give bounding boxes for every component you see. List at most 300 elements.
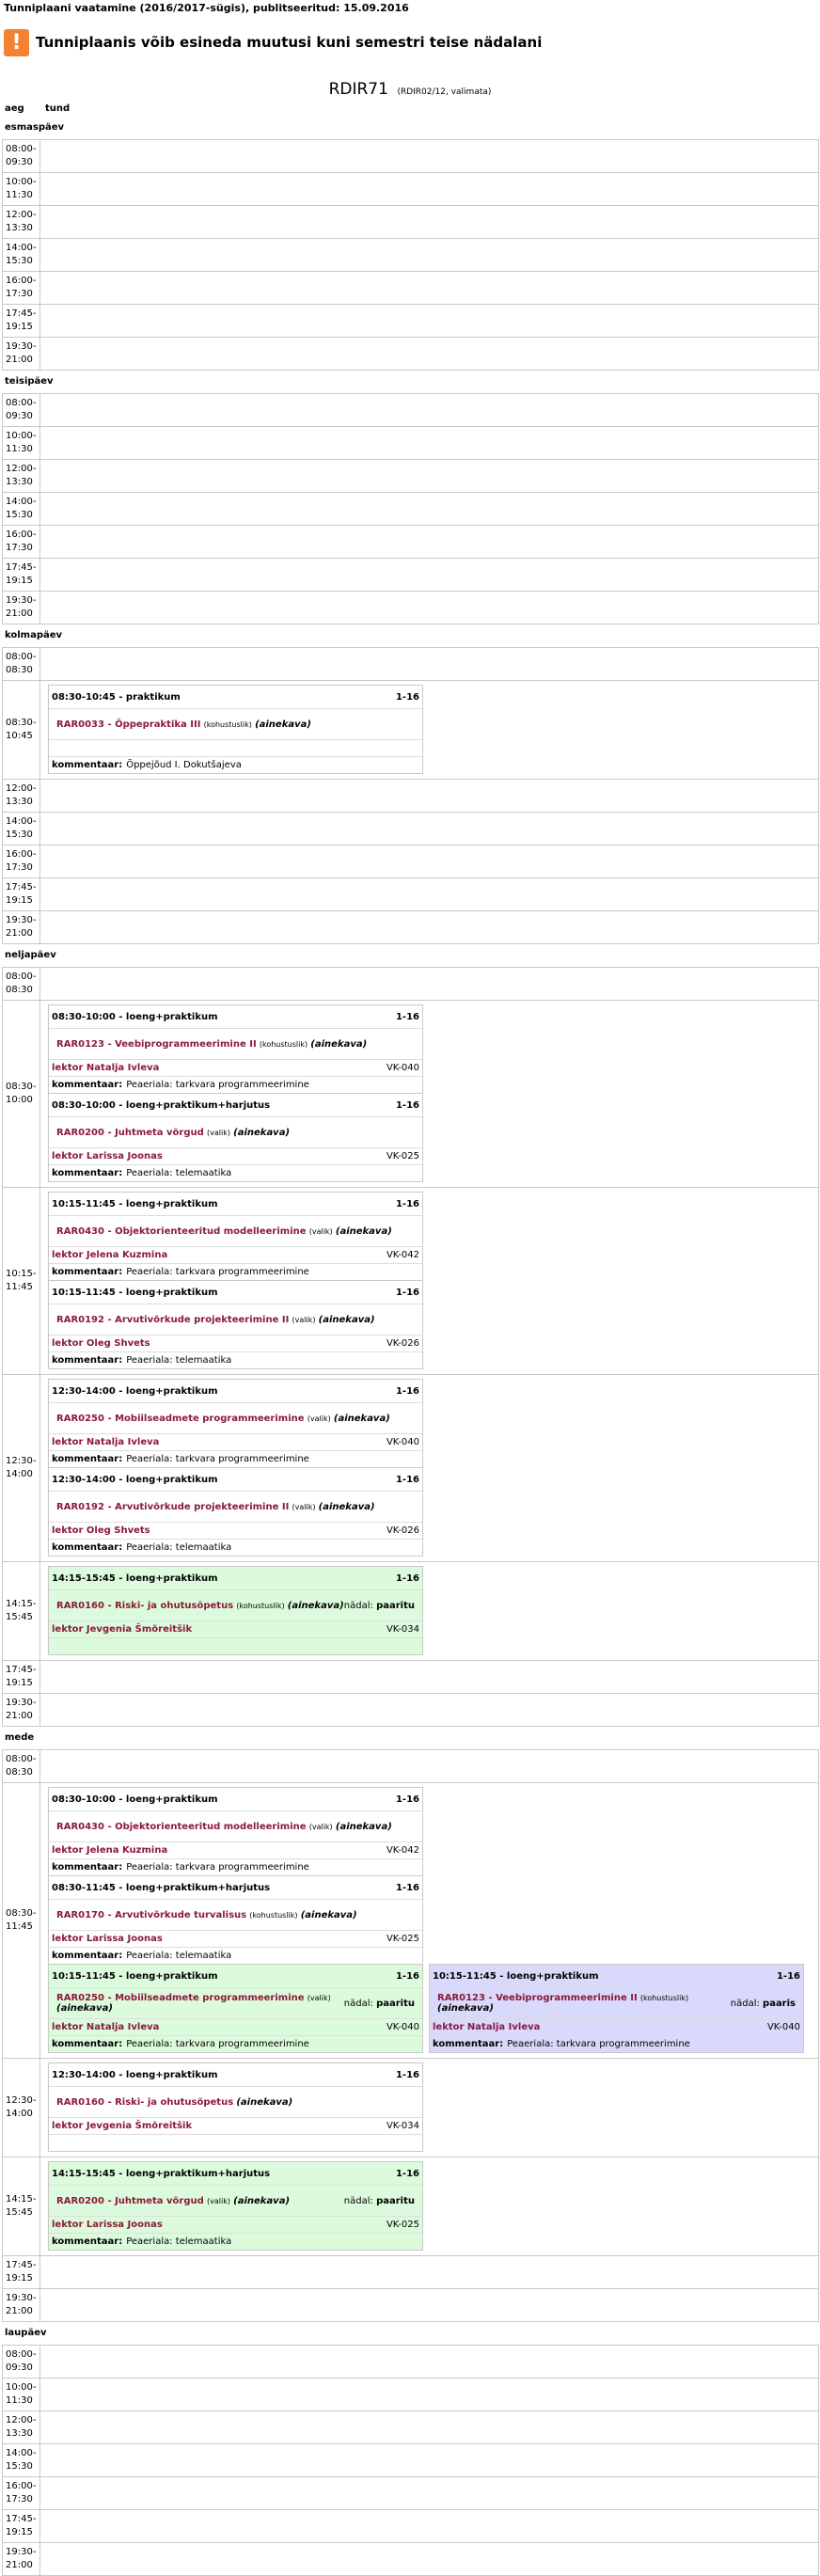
room: VK-042 (386, 1845, 419, 1856)
lecturer-name: lektor Natalja Ivleva (52, 2022, 160, 2032)
time-label: 17:45-19:15 (3, 2256, 40, 2288)
day-name: mede (5, 1732, 35, 1743)
room: VK-040 (766, 2022, 800, 2032)
lecturer-name: lektor Jelena Kuzmina (52, 1845, 168, 1856)
subject-name: RAR0192 - Arvutivõrkude projekteerimine II (56, 1314, 290, 1325)
lesson-subject-row (49, 1899, 422, 1930)
lesson-card[interactable] (48, 1787, 423, 1876)
subject-block (437, 1993, 731, 2014)
time-slot-row (2, 272, 819, 305)
comment-row (49, 2035, 422, 2052)
time-label: 12:30-14:00 (3, 2059, 40, 2157)
comment-label: kommentaar: (433, 2039, 504, 2049)
lecturer-name: lektor Jevgenia Šmõreitšik (52, 2121, 193, 2131)
time-label: 08:30-10:00 (3, 1001, 40, 1187)
subject-kind: (valik) (307, 1994, 331, 2002)
time-label: 19:30-21:00 (3, 2543, 40, 2575)
time-label: 10:00-11:30 (3, 173, 40, 205)
subject-name: RAR0250 - Mobiilseadmete programmeerimine (56, 1993, 305, 2003)
time-slot-row (2, 1694, 819, 1727)
time-slot-row (2, 2411, 819, 2444)
subject-block (56, 1993, 344, 2014)
ainekava-link: (ainekava) (287, 1600, 344, 1611)
lesson-subject-row (49, 1589, 422, 1620)
room: VK-040 (386, 1437, 419, 1447)
lecturer-name: lektor Larissa Joonas (52, 2220, 163, 2230)
lesson-header (49, 1876, 422, 1899)
lesson-subject-row (49, 708, 422, 739)
lesson-card[interactable] (429, 1964, 804, 2053)
group-title (0, 80, 820, 99)
lesson-header (49, 686, 422, 708)
lesson-time-type: 12:30-14:00 - loeng+praktikum (52, 2069, 218, 2080)
time-label: 19:30-21:00 (3, 2289, 40, 2321)
time-slot-row (2, 2378, 819, 2411)
comment-row (49, 1539, 422, 1556)
ainekava-link: (ainekava) (233, 2195, 291, 2206)
comment-label: kommentaar: (52, 1862, 123, 1873)
time-slot-row (2, 393, 819, 427)
time-label: 17:45-19:15 (3, 559, 40, 591)
time-slot-row (2, 1188, 819, 1375)
lecturer-row (49, 1433, 422, 1450)
time-slot-row (2, 878, 819, 911)
time-slot-row (2, 2510, 819, 2543)
lecturer-row (49, 2117, 422, 2134)
ainekava-link: (ainekava) (233, 1127, 291, 1138)
lecturer-name: lektor Natalja Ivleva (433, 2022, 541, 2032)
subject-kind: (valik) (292, 1502, 316, 1511)
subject-name: RAR0200 - Juhtmeta võrgud (56, 2195, 204, 2206)
time-slot-row (2, 2059, 819, 2157)
time-slot-row (2, 2477, 819, 2510)
time-label: 14:00-15:30 (3, 2444, 40, 2476)
lesson-weeks: 1-16 (395, 1011, 419, 1022)
lesson-weeks: 1-16 (395, 2069, 419, 2080)
warning-banner (4, 26, 542, 58)
time-label: 08:00-08:30 (3, 968, 40, 1000)
day-name: esmaspäev (5, 122, 65, 133)
time-label: 14:00-15:30 (3, 239, 40, 271)
lesson-subject-row (49, 1116, 422, 1147)
ainekava-link: (ainekava) (437, 2003, 494, 2014)
week-parity-value: paaritu (376, 1998, 415, 2009)
subject-block (56, 1601, 344, 1611)
lesson-subject-row (49, 2185, 422, 2216)
lesson-subject-row (49, 1810, 422, 1841)
time-label: 17:45-19:15 (3, 2510, 40, 2542)
week-parity-value: paaritu (376, 2195, 415, 2206)
time-slot-row (2, 780, 819, 813)
subject-name: RAR0250 - Mobiilseadmete programmeerimine (56, 1413, 305, 1424)
ainekava-link: (ainekava) (318, 1501, 375, 1512)
lesson-weeks: 1-16 (776, 1970, 800, 1982)
time-slot-row (2, 2444, 819, 2477)
lesson-time-type: 12:30-14:00 - loeng+praktikum (52, 1385, 218, 1397)
lesson-subject-row (49, 1987, 422, 2018)
subject-kind: (kohustuslik) (236, 1601, 285, 1610)
lesson-header (49, 2063, 422, 2086)
lecturer-row (49, 2216, 422, 2233)
page-header: Tunniplaani vaatamine (2016/2017-sügis), publitseeritud: 15.09.2016 (4, 2, 409, 14)
lesson-weeks: 1-16 (395, 1572, 419, 1584)
lesson-header (49, 1965, 422, 1987)
lesson-header (49, 1567, 422, 1589)
lesson-weeks: 1-16 (395, 1882, 419, 1893)
time-label: 14:00-15:30 (3, 813, 40, 845)
time-label: 14:00-15:30 (3, 493, 40, 525)
time-slot-row (2, 592, 819, 624)
time-label: 17:45-19:15 (3, 305, 40, 337)
time-slot-row (2, 967, 819, 1001)
lecturer-name: lektor Jevgenia Šmõreitšik (52, 1624, 193, 1635)
room: VK-025 (386, 1151, 419, 1162)
lesson-subject-row (49, 1491, 422, 1522)
lesson-header (430, 1965, 803, 1987)
lesson-subject-row (49, 2086, 422, 2117)
time-label: 08:30-10:45 (3, 681, 40, 779)
comment-label: kommentaar: (52, 1454, 123, 1464)
lecturer-row (49, 1246, 422, 1263)
time-label: 08:00-09:30 (3, 2346, 40, 2378)
comment-label: kommentaar: (52, 1267, 123, 1277)
lesson-header (49, 1788, 422, 1810)
time-slot-row (2, 427, 819, 460)
time-slot-row (2, 2289, 819, 2322)
lesson-time-type: 08:30-10:00 - loeng+praktikum (52, 1794, 218, 1805)
time-label: 12:00-13:30 (3, 780, 40, 812)
time-slot-row (2, 493, 819, 526)
comment-row (49, 1637, 422, 1654)
lesson-header (49, 1380, 422, 1402)
time-label: 12:00-13:30 (3, 206, 40, 238)
subject-kind: (kohustuslik) (259, 1039, 308, 1049)
week-parity-value: paaris (763, 1998, 796, 2009)
comment-text: Peaeriala: telemaatika (126, 1542, 232, 1553)
lesson-weeks: 1-16 (395, 1474, 419, 1485)
subject-kind: (valik) (307, 1414, 331, 1423)
time-label: 08:30-11:45 (3, 1783, 40, 2058)
day-name: laupäev (5, 2328, 47, 2338)
ainekava-link: (ainekava) (255, 719, 311, 730)
room: VK-026 (386, 1338, 419, 1349)
timetable (0, 117, 820, 2576)
ainekava-link: (ainekava) (335, 1225, 392, 1237)
subject-name: RAR0430 - Objektorienteeritud modelleerimine (56, 1225, 307, 1237)
time-label: 08:00-08:30 (3, 1750, 40, 1782)
subject-block (56, 1128, 290, 1138)
lesson-time-type: 08:30-10:00 - loeng+praktikum+harjutus (52, 1099, 271, 1111)
lecturer-row (430, 2018, 803, 2035)
lesson-card[interactable] (48, 2062, 423, 2152)
subject-name: RAR0160 - Riski- ja ohutusõpetus (56, 2096, 234, 2108)
comment-label: kommentaar: (52, 1080, 123, 1090)
ainekava-link: (ainekava) (310, 1038, 368, 1050)
lesson-subject-row (49, 1304, 422, 1335)
comment-row (49, 1450, 422, 1467)
time-slot-row (2, 1783, 819, 2059)
subject-kind: (valik) (308, 1226, 333, 1236)
time-label: 12:00-13:30 (3, 460, 40, 492)
lecturer-row (49, 1147, 422, 1164)
time-slot-row (2, 239, 819, 272)
comment-text: Peaeriala: tarkvara programmeerimine (126, 1267, 309, 1277)
day-name: kolmapäev (5, 630, 63, 640)
lesson-time-type: 10:15-11:45 - loeng+praktikum (52, 1970, 218, 1982)
ainekava-link: (ainekava) (318, 1314, 375, 1325)
subject-kind: (valik) (206, 2196, 230, 2205)
comment-row (49, 1263, 422, 1280)
time-slot-row (2, 2157, 819, 2256)
lesson-card[interactable] (48, 1467, 423, 1557)
comment-text: Peaeriala: telemaatika (126, 1951, 232, 1961)
lesson-subject-row (430, 1987, 803, 2018)
subject-block (56, 1910, 357, 1920)
time-label: 19:30-21:00 (3, 1694, 40, 1726)
lesson-subject-row (49, 1402, 422, 1433)
subject-name: RAR0200 - Juhtmeta võrgud (56, 1127, 204, 1138)
lesson-card[interactable] (48, 1379, 423, 1468)
week-parity-value: paaritu (376, 1600, 415, 1611)
time-slot-row (2, 2543, 819, 2576)
comment-label: kommentaar: (52, 1951, 123, 1961)
lesson-time-type: 14:15-15:45 - loeng+praktikum+harjutus (52, 2168, 271, 2179)
time-label: 19:30-21:00 (3, 911, 40, 943)
lesson-card[interactable] (48, 1004, 423, 1094)
subject-block (56, 1315, 375, 1325)
lesson-subject-row (49, 1215, 422, 1246)
comment-label: kommentaar: (52, 1168, 123, 1178)
time-label: 17:45-19:15 (3, 878, 40, 910)
time-slot-row (2, 1562, 819, 1661)
time-label: 08:00-08:30 (3, 648, 40, 680)
col-header-tund: tund (45, 103, 71, 114)
week-parity: nädal: paaritu (343, 1998, 415, 2009)
comment-text: Peaeriala: telemaatika (126, 2236, 232, 2247)
lecturer-name: lektor Natalja Ivleva (52, 1063, 160, 1073)
lecturer-row (49, 2018, 422, 2035)
lesson-card[interactable] (48, 685, 423, 774)
subject-block (56, 1226, 392, 1237)
time-label: 08:00-09:30 (3, 140, 40, 172)
lesson-card[interactable] (48, 1566, 423, 1655)
comment-text: Peaeriala: tarkvara programmeerimine (126, 1080, 309, 1090)
lecturer-row (49, 1841, 422, 1858)
time-label: 14:15-15:45 (3, 2157, 40, 2255)
lecturer-name: lektor Larissa Joonas (52, 1934, 163, 1944)
subject-block (56, 2196, 290, 2206)
room: VK-040 (386, 1063, 419, 1073)
lesson-card[interactable] (48, 1093, 423, 1182)
exclamation-icon: ! (4, 29, 29, 56)
time-slot-row (2, 559, 819, 592)
comment-row (49, 1351, 422, 1368)
week-parity: nädal: paaritu (343, 2195, 415, 2206)
time-label: 16:00-17:30 (3, 272, 40, 304)
time-slot-row (2, 139, 819, 173)
time-label: 12:00-13:30 (3, 2411, 40, 2443)
subject-name: RAR0123 - Veebiprogrammeerimine II (56, 1038, 257, 1050)
lesson-subject-row (49, 1028, 422, 1059)
time-slot-row (2, 526, 819, 559)
room: VK-040 (386, 2022, 419, 2032)
group-note: (RDIR02/12, valimata) (397, 87, 492, 97)
comment-label: kommentaar: (52, 1355, 123, 1366)
lecturer-row (49, 739, 422, 756)
room: VK-025 (386, 1934, 419, 1944)
ainekava-link: (ainekava) (300, 1909, 357, 1920)
lesson-time-type: 10:15-11:45 - loeng+praktikum (52, 1198, 218, 1209)
lesson-card[interactable] (48, 1964, 423, 2053)
lesson-card[interactable] (48, 1875, 423, 1965)
comment-row (49, 2134, 422, 2151)
time-slot-row (2, 845, 819, 878)
time-slot-row (2, 647, 819, 681)
comment-row (430, 2035, 803, 2052)
week-parity: nädal: paaritu (343, 1600, 415, 1611)
time-slot-row (2, 460, 819, 493)
time-slot-row (2, 681, 819, 780)
comment-text: Peaeriala: telemaatika (126, 1355, 232, 1366)
subject-name: RAR0160 - Riski- ja ohutusõpetus (56, 1600, 234, 1611)
comment-text: Peaeriala: tarkvara programmeerimine (126, 1862, 309, 1873)
time-slot-row (2, 1375, 819, 1562)
room: VK-034 (386, 1624, 419, 1635)
lecturer-row (49, 1620, 422, 1637)
subject-block (56, 719, 311, 730)
room: VK-026 (386, 1525, 419, 1536)
ainekava-link: (ainekava) (56, 2003, 113, 2014)
subject-name: RAR0192 - Arvutivõrkude projekteerimine II (56, 1501, 290, 1512)
time-slot-row (2, 173, 819, 206)
room: VK-042 (386, 1250, 419, 1260)
lesson-time-type: 12:30-14:00 - loeng+praktikum (52, 1474, 218, 1485)
lesson-time-type: 08:30-10:45 - praktikum (52, 691, 181, 703)
comment-row (49, 2233, 422, 2250)
comment-text: Peaeriala: tarkvara programmeerimine (507, 2039, 690, 2049)
subject-kind: (kohustuslik) (639, 1994, 689, 2002)
lesson-header (49, 1005, 422, 1028)
time-slot-row (2, 1749, 819, 1783)
lecturer-row (49, 1059, 422, 1076)
lesson-header (49, 1193, 422, 1215)
subject-block (56, 1822, 392, 1832)
time-label: 19:30-21:00 (3, 592, 40, 624)
lesson-weeks: 1-16 (395, 691, 419, 703)
subject-block (56, 1502, 375, 1512)
subject-block (56, 2097, 292, 2108)
time-slot-row (2, 206, 819, 239)
comment-label: kommentaar: (52, 1542, 123, 1553)
lesson-header (49, 1281, 422, 1304)
room: VK-025 (386, 2220, 419, 2230)
time-label: 14:15-15:45 (3, 1562, 40, 1660)
lecturer-name: lektor Oleg Shvets (52, 1338, 150, 1349)
subject-kind: (kohustuslik) (249, 1910, 298, 1920)
week-parity: nädal: paaris (730, 1998, 796, 2009)
lecturer-row (49, 1930, 422, 1947)
time-label: 19:30-21:00 (3, 338, 40, 370)
subject-block (56, 1039, 367, 1050)
lesson-time-type: 08:30-10:00 - loeng+praktikum (52, 1011, 218, 1022)
subject-name: RAR0170 - Arvutivõrkude turvalisus (56, 1909, 247, 1920)
lesson-time-type: 14:15-15:45 - loeng+praktikum (52, 1572, 218, 1584)
comment-row (49, 1858, 422, 1875)
lesson-time-type: 10:15-11:45 - loeng+praktikum (433, 1970, 599, 1982)
ainekava-link: (ainekava) (335, 1821, 392, 1832)
time-label: 08:00-09:30 (3, 394, 40, 426)
time-label: 10:00-11:30 (3, 2378, 40, 2410)
warning-text: Tunniplaanis võib esineda muutusi kuni semestri teise nädalani (36, 34, 543, 51)
subject-kind: (valik) (292, 1315, 316, 1324)
comment-row (49, 1164, 422, 1181)
time-slot-row (2, 305, 819, 338)
lesson-weeks: 1-16 (395, 1287, 419, 1298)
comment-text: Peaeriala: tarkvara programmeerimine (126, 2039, 309, 2049)
comment-label: kommentaar: (52, 760, 123, 770)
time-label: 10:15-11:45 (3, 1188, 40, 1374)
lesson-card[interactable] (48, 1280, 423, 1369)
comment-label: kommentaar: (52, 2039, 123, 2049)
comment-text: Peaeriala: tarkvara programmeerimine (126, 1454, 309, 1464)
subject-name: RAR0430 - Objektorienteeritud modelleerimine (56, 1821, 307, 1832)
comment-row (49, 756, 422, 773)
subject-kind: (valik) (308, 1822, 333, 1831)
subject-name: RAR0033 - Õppepraktika III (56, 719, 201, 730)
lesson-weeks: 1-16 (395, 2168, 419, 2179)
ainekava-link: (ainekava) (236, 2096, 293, 2108)
lecturer-name: lektor Oleg Shvets (52, 1525, 150, 1536)
lesson-header (49, 1094, 422, 1116)
time-label: 17:45-19:15 (3, 1661, 40, 1693)
lecturer-name: lektor Jelena Kuzmina (52, 1250, 168, 1260)
lesson-weeks: 1-16 (395, 1794, 419, 1805)
comment-row (49, 1947, 422, 1964)
time-label: 10:00-11:30 (3, 427, 40, 459)
room: VK-034 (386, 2121, 419, 2131)
lesson-header (49, 1468, 422, 1491)
time-slot-row (2, 813, 819, 845)
lesson-header (49, 2162, 422, 2185)
time-label: 12:30-14:00 (3, 1375, 40, 1561)
lesson-weeks: 1-16 (395, 1385, 419, 1397)
day-name: teisipäev (5, 376, 54, 387)
lesson-card[interactable] (48, 2161, 423, 2251)
time-slot-row (2, 1001, 819, 1188)
lesson-time-type: 10:15-11:45 - loeng+praktikum (52, 1287, 218, 1298)
lecturer-name: lektor Larissa Joonas (52, 1151, 163, 1162)
time-slot-row (2, 911, 819, 944)
group-code: RDIR71 (328, 80, 388, 99)
lecturer-row (49, 1522, 422, 1539)
lesson-weeks: 1-16 (395, 1099, 419, 1111)
ainekava-link: (ainekava) (333, 1413, 390, 1424)
subject-block (56, 1414, 390, 1424)
lesson-time-type: 08:30-11:45 - loeng+praktikum+harjutus (52, 1882, 271, 1893)
time-slot-row (2, 338, 819, 371)
time-slot-row (2, 2256, 819, 2289)
lecturer-row (49, 1335, 422, 1351)
lesson-weeks: 1-16 (395, 1970, 419, 1982)
lesson-weeks: 1-16 (395, 1198, 419, 1209)
time-label: 16:00-17:30 (3, 845, 40, 877)
lecturer-name: lektor Natalja Ivleva (52, 1437, 160, 1447)
col-header-aeg: aeg (5, 103, 24, 114)
comment-text: Peaeriala: telemaatika (126, 1168, 232, 1178)
comment-row (49, 1076, 422, 1093)
day-name: neljapäev (5, 950, 56, 960)
lesson-card[interactable] (48, 1192, 423, 1281)
